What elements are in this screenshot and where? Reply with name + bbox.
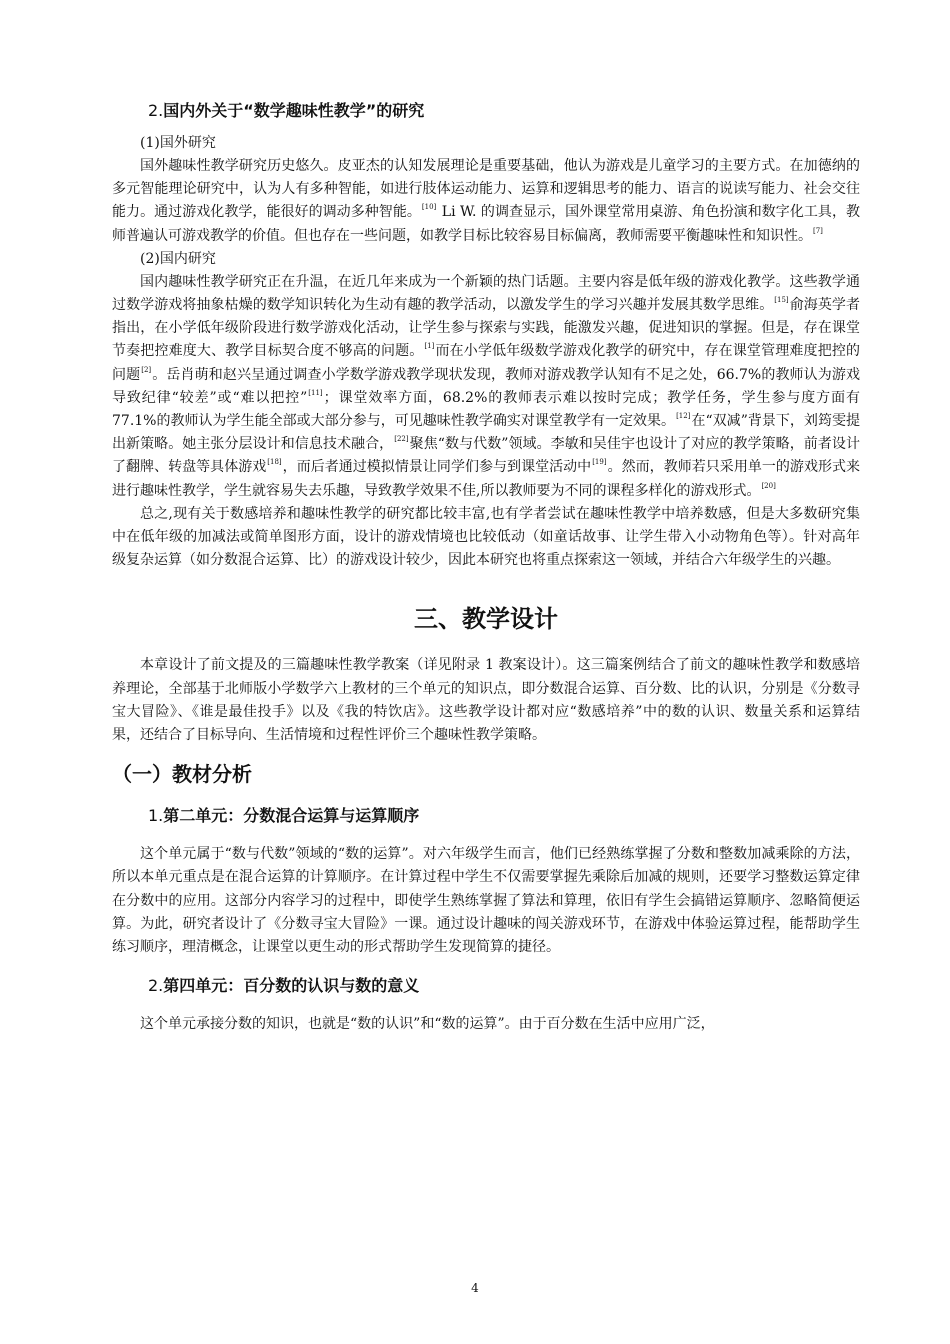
foreign-research-paragraph: 国外趣味性教学研究历史悠久。皮亚杰的认知发展理论是重要基础，他认为游戏是儿童学习的主要方式。在加德纳的多元智能理论研究中，认为人有多种智能，如进行肢体运动能力、运算和逻辑思考的能力、语言的说读写能力、社会交往能力。通过游戏化教学，能很好的调动多种智能。[10] Li W. 的调查显示，国外课堂常用桌游、角色扮演和数字化工具，教师普遍认可游戏教学的价值。但也存在一些问题，如教学目标比较容易目标偏离，教师需要平衡趣味性和知识性。[7] [112, 158, 860, 244]
citation: [12] [676, 412, 691, 421]
page-content [112, 96, 860, 1036]
summary-paragraph: 总之,现有关于数感培养和趣味性教学的研究都比较丰富,也有学者尝试在趣味性教学中培养数感，但是大多数研究集中在低年级的加减法或简单图形方面，设计的游戏情境也比较低动（如童话故事、让学生带入小动物角色等）。针对高年级复杂运算（如分数混合运算、比）的游戏设计较少，因此本研究也将重点探索这一领域，并结合六年级学生的兴趣。 [112, 505, 860, 569]
chapter-intro-paragraph: 本章设计了前文提及的三篇趣味性教学教案（详见附录 1 教案设计）。这三篇案例结合了前文的趣味性教学和数感培养理论，全部基于北师版小学数学六上教材的三个单元的知识点，即分数混合运算、百分数、比的认识，分别是《分数寻宝大冒险》、《谁是最佳投手》以及《我的特饮店》。这些教学设计都对应“数感培养”中的数的认识、数量关系和运算结果，还结合了目标导向、生活情境和过程性评价三个趣味性教学策略。 [112, 657, 860, 744]
unit2-paragraph: 这个单元属于“数与代数”领域的“数的运算”。对六年级学生而言，他们已经熟练掌握了分数和整数加减乘除的方法，所以本单元重点是在混合运算的计算顺序。在计算过程中学生不仅需要掌握先乘除后加减的规则，还要学习整数运算定律在分数中的应用。这部分内容学习的过程中，即使学生熟练掌握了算法和算理，依旧有学生会搞错运算顺序、忽略简便运算。为此，研究者设计了《分数寻宝大冒险》一课。通过设计趣味的闯关游戏环节，在游戏中体验运算过程，能帮助学生练习顺序，理清概念，让课堂以更生动的形式帮助学生发现简算的捷径。 [112, 846, 860, 956]
unit4-heading: 2.第四单元：百分数的认识与数的意义 [148, 976, 420, 996]
domestic-research-paragraph: 国内趣味性教学研究正在升温，在近几年来成为一个新颖的热门话题。主要内容是低年级的游戏化教学。这些教学通过数学游戏将抽象枯燥的数学知识转化为生动有趣的教学活动，以激发学生的学习兴趣并发展其数学思维。[15]俞海英学者指出，在小学低年级阶段进行数学游戏化活动，让学生参与探索与实践，能激发兴趣，促进知识的掌握。但是，存在课堂节奏把控难度大、教学目标契合度不够高的问题。[1]而在小学低年级数学游戏化教学的研究中，存在课堂管理难度把控的问题[2]。岳肖萌和赵兴呈通过调查小学数学游戏教学现状发现，教师对游戏教学认知有不足之处，66.7%的教师认为游戏导致纪律“较差”或“难以把控”[11]；课堂效率方面，68.2%的教师表示难以按时完成；教学任务，学生参与度方面有77.1%的教师认为学生能全部或大部分参与，可见趣味性教学确实对课堂教学有一定效果。[12]在“双减”背景下，刘筠雯提出新策略。她主张分层设计和信息技术融合，[22]聚焦“数与代数”领域。李敏和吴佳宇也设计了对应的教学策略，前者设计了翻牌、转盘等具体游戏[18]，而后者通过模拟情景让同学们参与到课堂活动中[19]。然而，教师若只采用单一的游戏形式来进行趣味性教学，学生就容易失去乐趣，导致教学效果不佳,所以教师要为不同的课程多样化的游戏形式。[20] [112, 273, 861, 499]
section-number: 2. [148, 101, 164, 120]
citation: [7] [813, 226, 823, 235]
section-title: 国内外关于“数学趣味性教学”的研究 [163, 101, 425, 120]
chapter-heading: 三、教学设计 [414, 605, 558, 634]
citation: [20] [761, 481, 776, 490]
citation: [19] [592, 458, 607, 467]
citation: [10] [421, 203, 437, 212]
citation: [2] [141, 365, 152, 374]
unit4-paragraph: 这个单元承接分数的知识，也就是“数的认识”和“数的运算”。由于百分数在生活中应用广泛， [140, 1016, 715, 1033]
citation: [18] [267, 458, 282, 467]
page-number: 4 [471, 1281, 479, 1295]
unit2-heading: 1.第二单元：分数混合运算与运算顺序 [148, 806, 420, 826]
section-heading-materials: （一）教材分析 [112, 762, 252, 787]
section-heading-2 [112, 96, 860, 126]
citation: [22] [394, 435, 409, 444]
citation: [1] [424, 342, 435, 351]
foreign-research-label: (1)国外研究 [140, 135, 216, 151]
domestic-research-label: (2)国内研究 [140, 250, 216, 267]
citation: [11] [308, 388, 323, 397]
citation: [15] [774, 296, 789, 305]
